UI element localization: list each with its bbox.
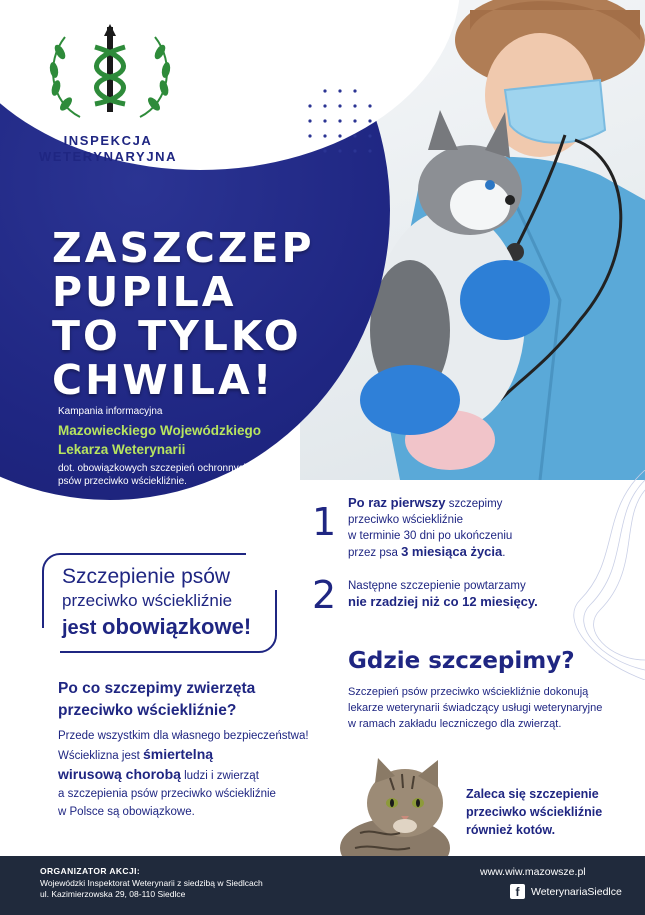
question-title: Po co szczepimy zwierzęta przeciwko wściekliźnie?	[58, 680, 256, 719]
campaign-name: Mazowieckiego Wojewódzkiego Lekarza Weterynarii	[58, 423, 262, 457]
mandatory-bubble-text: Szczepienie psów przeciwko wściekliźnie jest obowiązkowe!	[62, 565, 252, 639]
caduceus-laurel-icon	[40, 22, 180, 127]
logo-text: INSPEKCJA WETERYNARYJNA	[38, 133, 178, 164]
website-link[interactable]: www.wiw.mazowsze.pl	[480, 866, 586, 878]
footer-organizer: ORGANIZATOR AKCJI: Wojewódzki Inspektorat Weterynarii z siedzibą w Siedlcach ul. Kazimierzowska 29, 08-110 Siedlce	[40, 866, 263, 899]
where-body: Szczepień psów przeciwko wściekliźnie dokonują lekarze weterynarii świadczący usługi weterynaryjne w ramach zakładu leczniczego dla zwierząt.	[348, 686, 603, 730]
step-2-number: 2	[312, 573, 337, 617]
step-2-text: Następne szczepienie powtarzamy nie rzadziej niż co 12 miesięcy.	[348, 580, 538, 609]
campaign-desc: dot. obowiązkowych szczepień ochronnych psów przeciwko wściekliźnie.	[58, 463, 250, 487]
step-1-number: 1	[312, 500, 337, 544]
question-body: Przede wszystkim dla własnego bezpieczeństwa! Wścieklizna jest śmiertelną wirusową chorobą ludzi i zwierząt a szczepienia psów przeciwko wściekliźnie w Polsce są obowiązkowe.	[58, 730, 309, 818]
campaign-intro: Kampania informacyjna	[58, 406, 163, 417]
facebook-icon: f	[510, 884, 525, 899]
campaign-info	[58, 405, 318, 488]
tabby-cat-photo	[330, 758, 460, 868]
facebook-link[interactable]: f WeterynariaSiedlce	[510, 884, 622, 899]
cats-note: Zaleca się szczepienie przeciwko wściekliźnie również kotów.	[466, 787, 603, 837]
dot-grid-decoration	[300, 88, 380, 178]
bubble-gap-bottom	[30, 628, 60, 668]
headline: ZASZCZEP PUPILA TO TYLKO CHWILA!	[52, 224, 315, 404]
step-1-text: Po raz pierwszy szczepimy przeciwko wściekliźnie w terminie 30 dni po ukończeniu przez psa 3 miesiąca życia.	[348, 495, 513, 559]
where-title: Gdzie szczepimy?	[348, 648, 575, 674]
